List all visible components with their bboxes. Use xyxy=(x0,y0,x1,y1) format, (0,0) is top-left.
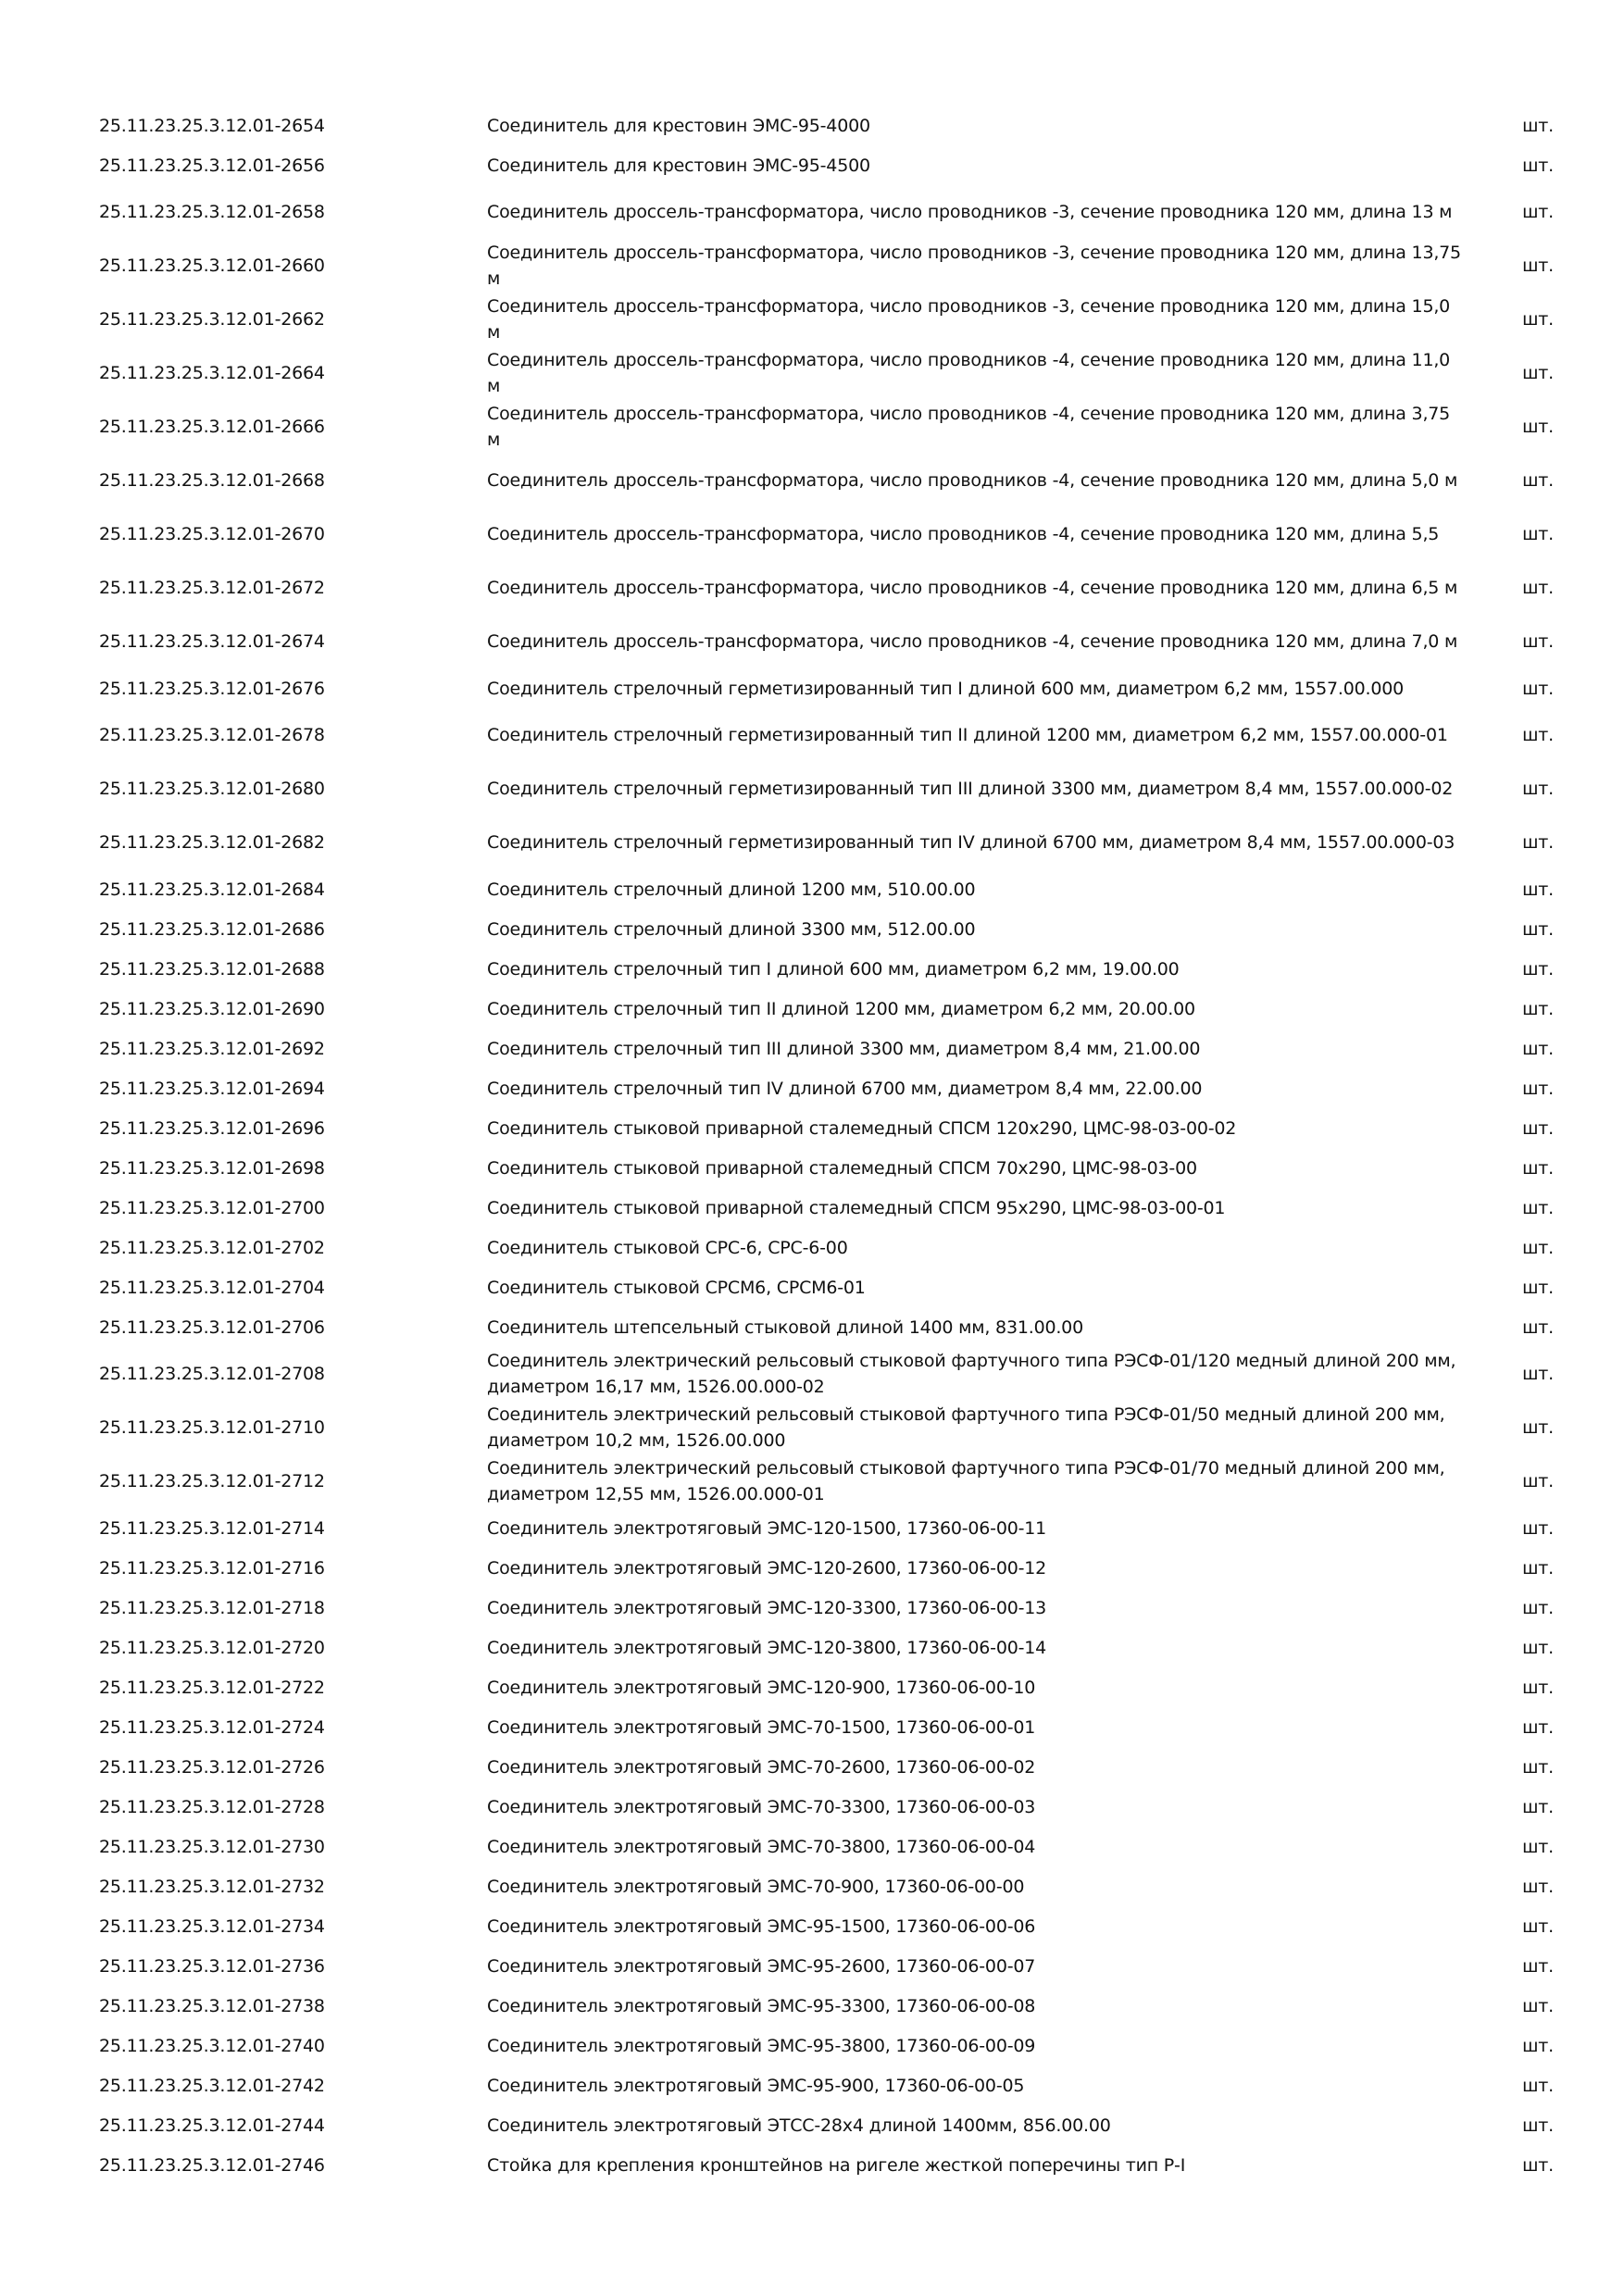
item-unit: шт. xyxy=(1522,1716,1554,1738)
item-code: 25.11.23.25.3.12.01-2698 xyxy=(99,1157,325,1179)
item-name: Соединитель электротяговый ЭМС-95-3300, 17360-06-00-08 xyxy=(487,1995,1036,2016)
item-code: 25.11.23.25.3.12.01-2694 xyxy=(99,1078,325,1099)
item-name: Соединитель для крестовин ЭМС-95-4000 xyxy=(487,115,870,136)
item-unit: шт. xyxy=(1522,1117,1554,1139)
item-code: 25.11.23.25.3.12.01-2730 xyxy=(99,1836,325,1857)
item-code: 25.11.23.25.3.12.01-2684 xyxy=(99,879,325,900)
item-name: Соединитель стрелочный герметизированный тип I длиной 600 мм, диаметром 6,2 мм, 1557.00.000 xyxy=(487,678,1405,699)
item-unit: шт. xyxy=(1522,725,1554,745)
table-row xyxy=(93,1401,1565,1454)
item-name: Соединитель дроссель-трансформатора, число проводников -4, сечение проводника 120 мм, длина 5,0 м xyxy=(487,470,1458,491)
item-unit: шт. xyxy=(1522,1197,1554,1218)
item-code: 25.11.23.25.3.12.01-2674 xyxy=(99,631,325,652)
table-row xyxy=(93,2026,1565,2065)
item-code: 25.11.23.25.3.12.01-2710 xyxy=(99,1417,325,1438)
table-row xyxy=(93,1108,1565,1148)
item-name: Соединитель дроссель-трансформатора, число проводников -4, сечение проводника 120 мм, длина 6,5 м xyxy=(487,578,1458,598)
item-name: Соединитель стыковой СРС-6, СРС-6-00 xyxy=(487,1237,848,1258)
item-name: Соединитель электротяговый ЭМС-70-1500, 17360-06-00-01 xyxy=(487,1716,1036,1738)
item-code: 25.11.23.25.3.12.01-2702 xyxy=(99,1237,325,1258)
item-name: Соединитель электротяговый ЭМС-70-3300, 17360-06-00-03 xyxy=(487,1796,1036,1817)
item-code: 25.11.23.25.3.12.01-2660 xyxy=(99,256,325,276)
table-row xyxy=(93,2105,1565,2145)
item-code: 25.11.23.25.3.12.01-2664 xyxy=(99,363,325,383)
item-code: 25.11.23.25.3.12.01-2724 xyxy=(99,1716,325,1738)
item-code: 25.11.23.25.3.12.01-2744 xyxy=(99,2115,325,2136)
item-name: Соединитель электротяговый ЭМС-70-3800, 17360-06-00-04 xyxy=(487,1836,1036,1857)
item-unit: шт. xyxy=(1522,1557,1554,1578)
item-unit: шт. xyxy=(1522,470,1554,491)
item-name: Соединитель дроссель-трансформатора, число проводников -3, сечение проводника 120 мм, длина 15,0 м xyxy=(487,296,1451,343)
item-name: Соединитель электротяговый ЭМС-70-2600, 17360-06-00-02 xyxy=(487,1756,1036,1778)
item-unit: шт. xyxy=(1522,202,1554,222)
item-code: 25.11.23.25.3.12.01-2706 xyxy=(99,1316,325,1338)
item-unit: шт. xyxy=(1522,2075,1554,2096)
item-name: Соединитель стрелочный тип II длиной 1200 мм, диаметром 6,2 мм, 20.00.00 xyxy=(487,998,1195,1019)
item-unit: шт. xyxy=(1522,1915,1554,1937)
table-row xyxy=(93,561,1565,615)
item-unit: шт. xyxy=(1522,1836,1554,1857)
table-row xyxy=(93,1228,1565,1267)
item-unit: шт. xyxy=(1522,1677,1554,1698)
item-unit: шт. xyxy=(1522,417,1554,437)
item-unit: шт. xyxy=(1522,1796,1554,1817)
item-unit: шт. xyxy=(1522,1876,1554,1897)
table-row xyxy=(93,2145,1565,2185)
item-code: 25.11.23.25.3.12.01-2736 xyxy=(99,1955,325,1977)
table-row xyxy=(93,1068,1565,1108)
item-name: Соединитель стрелочный длиной 1200 мм, 510.00.00 xyxy=(487,879,976,900)
item-name: Соединитель электротяговый ЭМС-95-2600, 17360-06-00-07 xyxy=(487,1955,1036,1977)
item-name: Соединитель электрический рельсовый стыковой фартучного типа РЭСФ-01/70 медный длиной 200 мм, диаметром 12,55 мм, 1526.00.000-01 xyxy=(487,1458,1445,1504)
item-code: 25.11.23.25.3.12.01-2696 xyxy=(99,1117,325,1139)
table-row xyxy=(93,816,1565,869)
table-row xyxy=(93,239,1565,293)
item-unit: шт. xyxy=(1522,832,1554,853)
item-name: Соединитель электротяговый ЭТСС-28х4 длиной 1400мм, 856.00.00 xyxy=(487,2115,1111,2136)
item-name: Соединитель электротяговый ЭМС-120-2600, 17360-06-00-12 xyxy=(487,1557,1047,1578)
item-name: Соединитель дроссель-трансформатора, число проводников -4, сечение проводника 120 мм, длина 7,0 м xyxy=(487,631,1458,652)
item-code: 25.11.23.25.3.12.01-2742 xyxy=(99,2075,325,2096)
table-row xyxy=(93,1548,1565,1588)
item-name: Соединитель стрелочный герметизированный тип III длиной 3300 мм, диаметром 8,4 мм, 1557.00.000-02 xyxy=(487,779,1454,799)
table-row xyxy=(93,1827,1565,1866)
table-row xyxy=(93,185,1565,239)
item-name: Соединитель дроссель-трансформатора, число проводников -4, сечение проводника 120 мм, длина 5,5 xyxy=(487,524,1440,544)
item-name: Соединитель стрелочный герметизированный тип II длиной 1200 мм, диаметром 6,2 мм, 1557.00.000-01 xyxy=(487,725,1448,745)
item-name: Соединитель стрелочный тип I длиной 600 мм, диаметром 6,2 мм, 19.00.00 xyxy=(487,958,1180,980)
table-row xyxy=(93,949,1565,989)
table-row xyxy=(93,762,1565,816)
table-row xyxy=(93,1787,1565,1827)
catalog-body xyxy=(93,106,1565,2185)
item-code: 25.11.23.25.3.12.01-2746 xyxy=(99,2154,325,2176)
table-row xyxy=(93,293,1565,346)
item-unit: шт. xyxy=(1522,578,1554,598)
item-unit: шт. xyxy=(1522,2154,1554,2176)
item-unit: шт. xyxy=(1522,1038,1554,1059)
table-row xyxy=(93,1588,1565,1628)
item-code: 25.11.23.25.3.12.01-2718 xyxy=(99,1597,325,1618)
item-unit: шт. xyxy=(1522,115,1554,136)
item-name: Соединитель электротяговый ЭМС-95-3800, 17360-06-00-09 xyxy=(487,2035,1036,2056)
item-name: Соединитель электротяговый ЭМС-120-1500, 17360-06-00-11 xyxy=(487,1517,1047,1539)
item-unit: шт. xyxy=(1522,2115,1554,2136)
table-row xyxy=(93,869,1565,909)
item-unit: шт. xyxy=(1522,1517,1554,1539)
table-row xyxy=(93,615,1565,668)
item-code: 25.11.23.25.3.12.01-2658 xyxy=(99,202,325,222)
catalog-table xyxy=(93,106,1565,2185)
item-code: 25.11.23.25.3.12.01-2666 xyxy=(99,417,325,437)
item-code: 25.11.23.25.3.12.01-2716 xyxy=(99,1557,325,1578)
table-row xyxy=(93,1906,1565,1946)
item-name: Стойка для крепления кронштейнов на ригеле жесткой поперечины тип Р-I xyxy=(487,2154,1186,2176)
table-row xyxy=(93,454,1565,507)
table-row xyxy=(93,1508,1565,1548)
item-code: 25.11.23.25.3.12.01-2720 xyxy=(99,1637,325,1658)
item-code: 25.11.23.25.3.12.01-2722 xyxy=(99,1677,325,1698)
table-row xyxy=(93,1307,1565,1347)
item-code: 25.11.23.25.3.12.01-2732 xyxy=(99,1876,325,1897)
item-unit: шт. xyxy=(1522,1157,1554,1179)
item-name: Соединитель электротяговый ЭМС-95-1500, 17360-06-00-06 xyxy=(487,1915,1036,1937)
item-unit: шт. xyxy=(1522,1471,1554,1491)
item-code: 25.11.23.25.3.12.01-2734 xyxy=(99,1915,325,1937)
item-unit: шт. xyxy=(1522,678,1554,699)
item-unit: шт. xyxy=(1522,1277,1554,1298)
table-row xyxy=(93,1148,1565,1188)
item-code: 25.11.23.25.3.12.01-2670 xyxy=(99,524,325,544)
item-unit: шт. xyxy=(1522,1078,1554,1099)
table-row xyxy=(93,400,1565,454)
table-row xyxy=(93,346,1565,400)
item-name: Соединитель дроссель-трансформатора, число проводников -4, сечение проводника 120 мм, длина 11,0 м xyxy=(487,350,1451,396)
item-code: 25.11.23.25.3.12.01-2740 xyxy=(99,2035,325,2056)
item-name: Соединитель электротяговый ЭМС-120-3800, 17360-06-00-14 xyxy=(487,1637,1047,1658)
table-row xyxy=(93,1747,1565,1787)
item-name: Соединитель штепсельный стыковой длиной 1400 мм, 831.00.00 xyxy=(487,1316,1083,1338)
table-row xyxy=(93,989,1565,1029)
table-row xyxy=(93,1188,1565,1228)
item-unit: шт. xyxy=(1522,1955,1554,1977)
item-code: 25.11.23.25.3.12.01-2738 xyxy=(99,1995,325,2016)
item-name: Соединитель электротяговый ЭМС-70-900, 17360-06-00-00 xyxy=(487,1876,1025,1897)
item-name: Соединитель стрелочный герметизированный тип IV длиной 6700 мм, диаметром 8,4 мм, 1557.00.000-03 xyxy=(487,832,1455,853)
item-code: 25.11.23.25.3.12.01-2704 xyxy=(99,1277,325,1298)
item-name: Соединитель дроссель-трансформатора, число проводников -4, сечение проводника 120 мм, длина 3,75 м xyxy=(487,404,1451,450)
item-code: 25.11.23.25.3.12.01-2726 xyxy=(99,1756,325,1778)
item-unit: шт. xyxy=(1522,524,1554,544)
table-row xyxy=(93,1866,1565,1906)
item-name: Соединитель электротяговый ЭМС-120-900, 17360-06-00-10 xyxy=(487,1677,1036,1698)
item-name: Соединитель электрический рельсовый стыковой фартучного типа РЭСФ-01/120 медный длиной 200 мм, диаметром 16,17 мм, 1526.00.000-02 xyxy=(487,1351,1456,1397)
item-name: Соединитель дроссель-трансформатора, число проводников -3, сечение проводника 120 мм, длина 13 м xyxy=(487,202,1453,222)
table-row xyxy=(93,507,1565,561)
item-name: Соединитель электротяговый ЭМС-95-900, 17360-06-00-05 xyxy=(487,2075,1025,2096)
table-row xyxy=(93,2065,1565,2105)
item-unit: шт. xyxy=(1522,309,1554,330)
table-row xyxy=(93,1029,1565,1068)
item-name: Соединитель электротяговый ЭМС-120-3300, 17360-06-00-13 xyxy=(487,1597,1047,1618)
item-name: Соединитель стыковой СРСМ6, СРСМ6-01 xyxy=(487,1277,866,1298)
item-code: 25.11.23.25.3.12.01-2686 xyxy=(99,918,325,940)
item-name: Соединитель для крестовин ЭМС-95-4500 xyxy=(487,155,870,176)
table-row xyxy=(93,909,1565,949)
item-code: 25.11.23.25.3.12.01-2678 xyxy=(99,725,325,745)
table-row xyxy=(93,1707,1565,1747)
item-name: Соединитель стыковой приварной сталемедный СПСМ 120х290, ЦМС-98-03-00-02 xyxy=(487,1117,1237,1139)
item-unit: шт. xyxy=(1522,256,1554,276)
item-code: 25.11.23.25.3.12.01-2712 xyxy=(99,1471,325,1491)
item-name: Соединитель стыковой приварной сталемедный СПСМ 70х290, ЦМС-98-03-00 xyxy=(487,1157,1197,1179)
item-unit: шт. xyxy=(1522,1637,1554,1658)
table-row xyxy=(93,1986,1565,2026)
item-code: 25.11.23.25.3.12.01-2668 xyxy=(99,470,325,491)
item-unit: шт. xyxy=(1522,1995,1554,2016)
item-code: 25.11.23.25.3.12.01-2676 xyxy=(99,678,325,699)
item-code: 25.11.23.25.3.12.01-2708 xyxy=(99,1364,325,1384)
item-code: 25.11.23.25.3.12.01-2662 xyxy=(99,309,325,330)
item-unit: шт. xyxy=(1522,918,1554,940)
table-row xyxy=(93,145,1565,185)
item-unit: шт. xyxy=(1522,2035,1554,2056)
item-code: 25.11.23.25.3.12.01-2672 xyxy=(99,578,325,598)
item-unit: шт. xyxy=(1522,363,1554,383)
table-row xyxy=(93,1267,1565,1307)
table-row xyxy=(93,106,1565,145)
table-row xyxy=(93,1347,1565,1401)
item-code: 25.11.23.25.3.12.01-2700 xyxy=(99,1197,325,1218)
item-code: 25.11.23.25.3.12.01-2688 xyxy=(99,958,325,980)
item-name: Соединитель стрелочный тип IV длиной 6700 мм, диаметром 8,4 мм, 22.00.00 xyxy=(487,1078,1203,1099)
item-unit: шт. xyxy=(1522,779,1554,799)
item-name: Соединитель стыковой приварной сталемедный СПСМ 95х290, ЦМС-98-03-00-01 xyxy=(487,1197,1226,1218)
item-unit: шт. xyxy=(1522,631,1554,652)
item-code: 25.11.23.25.3.12.01-2692 xyxy=(99,1038,325,1059)
table-row xyxy=(93,708,1565,762)
table-row xyxy=(93,1628,1565,1667)
item-unit: шт. xyxy=(1522,1237,1554,1258)
item-unit: шт. xyxy=(1522,998,1554,1019)
table-row xyxy=(93,1454,1565,1508)
item-unit: шт. xyxy=(1522,958,1554,980)
item-name: Соединитель дроссель-трансформатора, число проводников -3, сечение проводника 120 мм, длина 13,75 м xyxy=(487,243,1461,289)
item-unit: шт. xyxy=(1522,1316,1554,1338)
item-code: 25.11.23.25.3.12.01-2682 xyxy=(99,832,325,853)
item-code: 25.11.23.25.3.12.01-2728 xyxy=(99,1796,325,1817)
item-code: 25.11.23.25.3.12.01-2680 xyxy=(99,779,325,799)
item-code: 25.11.23.25.3.12.01-2714 xyxy=(99,1517,325,1539)
item-unit: шт. xyxy=(1522,1364,1554,1384)
item-unit: шт. xyxy=(1522,155,1554,176)
table-row xyxy=(93,1667,1565,1707)
item-name: Соединитель электрический рельсовый стыковой фартучного типа РЭСФ-01/50 медный длиной 200 мм, диаметром 10,2 мм, 1526.00.000 xyxy=(487,1404,1445,1451)
item-unit: шт. xyxy=(1522,879,1554,900)
item-code: 25.11.23.25.3.12.01-2656 xyxy=(99,155,325,176)
item-code: 25.11.23.25.3.12.01-2654 xyxy=(99,115,325,136)
item-unit: шт. xyxy=(1522,1597,1554,1618)
table-row xyxy=(93,1946,1565,1986)
item-unit: шт. xyxy=(1522,1756,1554,1778)
item-name: Соединитель стрелочный длиной 3300 мм, 512.00.00 xyxy=(487,918,976,940)
item-unit: шт. xyxy=(1522,1417,1554,1438)
table-row xyxy=(93,668,1565,708)
item-code: 25.11.23.25.3.12.01-2690 xyxy=(99,998,325,1019)
item-name: Соединитель стрелочный тип III длиной 3300 мм, диаметром 8,4 мм, 21.00.00 xyxy=(487,1038,1201,1059)
